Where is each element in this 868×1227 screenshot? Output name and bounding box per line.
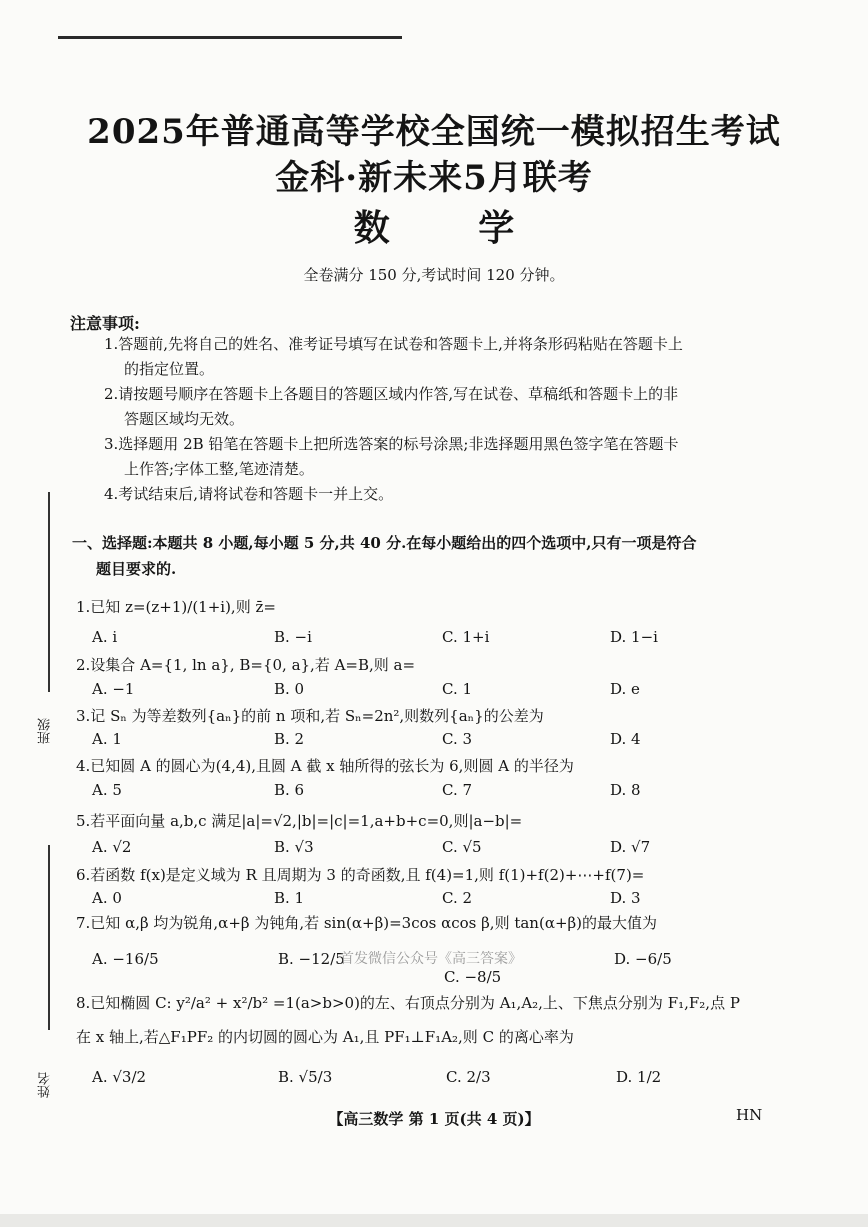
question-5: 5.若平面向量 a,b,c 满足|a|=√2,|b|=|c|=1,a+b+c=0,则|a−b|= (76, 812, 523, 830)
q7-option-c: C. −8/5 (444, 968, 502, 986)
notice-line: 3.选择题用 2B 铅笔在答题卡上把所选答案的标号涂黑;非选择题用黑色签字笔在答题卡 (104, 435, 679, 453)
page-footer: 【高三数学 第 1 页(共 4 页)】 (328, 1110, 540, 1128)
q7-option-b: B. −12/5 (278, 950, 345, 968)
question-2: 2.设集合 A={1, ln a}, B={0, a},若 A=B,则 a= (76, 656, 416, 674)
header-rule (58, 36, 402, 39)
exam-subtitle: 金科·新未来5月联考 (275, 158, 593, 198)
section-heading: 一、选择题:本题共 8 小题,每小题 5 分,共 40 分.在每小题给出的四个选项中,只有一项是符合 (72, 534, 697, 552)
q1-option-c: C. 1+i (442, 628, 490, 646)
q3-option-c: C. 3 (442, 730, 473, 748)
q4-option-a: A. 5 (92, 781, 122, 799)
q8-option-d: D. 1/2 (616, 1068, 662, 1086)
exam-info: 全卷满分 150 分,考试时间 120 分钟。 (303, 266, 565, 284)
notice-line: 1.答题前,先将自己的姓名、准考证号填写在试卷和答题卡上,并将条形码粘贴在答题卡上 (104, 335, 683, 353)
q5-option-c: C. √5 (442, 838, 482, 856)
binding-line (48, 845, 50, 1030)
subject-title: 数 学 (353, 207, 553, 249)
notice-line: 上作答;字体工整,笔迹清楚。 (124, 460, 314, 478)
q6-option-d: D. 3 (610, 889, 641, 907)
q4-option-c: C. 7 (442, 781, 473, 799)
q3-option-a: A. 1 (92, 730, 122, 748)
question-4: 4.已知圆 A 的圆心为(4,4),且圆 A 截 x 轴所得的弦长为 6,则圆 A 的半径为 (76, 757, 574, 775)
q5-option-d: D. √7 (610, 838, 651, 856)
region-code: HN (736, 1106, 763, 1124)
q1-option-d: D. 1−i (610, 628, 658, 646)
q2-option-b: B. 0 (274, 680, 305, 698)
notice-heading: 注意事项: (70, 314, 140, 333)
q2-option-d: D. e (610, 680, 640, 698)
q2-option-a: A. −1 (92, 680, 135, 698)
q6-option-c: C. 2 (442, 889, 473, 907)
q8-option-c: C. 2/3 (446, 1068, 491, 1086)
question-7: 7.已知 α,β 均为锐角,α+β 为钝角,若 sin(α+β)=3cos αcos β,则 tan(α+β)的最大值为 (76, 914, 658, 932)
q3-option-d: D. 4 (610, 730, 641, 748)
notice-line: 2.请按题号顺序在答题卡上各题目的答题区域内作答,写在试卷、草稿纸和答题卡上的非 (104, 385, 679, 403)
question-1: 1.已知 z=(z+1)/(1+i),则 z̄= (76, 598, 276, 616)
binding-line (48, 492, 50, 692)
q1-option-b: B. −i (274, 628, 312, 646)
q5-option-b: B. √3 (274, 838, 314, 856)
notice-line: 答题区域均无效。 (124, 410, 245, 428)
q4-option-d: D. 8 (610, 781, 641, 799)
watermark-text: 首发微信公众号《高三答案》 (340, 951, 522, 967)
q7-option-d: D. −6/5 (614, 950, 672, 968)
q1-option-a: A. i (92, 628, 118, 646)
question-8-cont: 在 x 轴上,若△F₁PF₂ 的内切圆的圆心为 A₁,且 PF₁⊥F₁A₂,则 C 的离心率为 (76, 1028, 574, 1046)
q4-option-b: B. 6 (274, 781, 305, 799)
question-3: 3.记 Sₙ 为等差数列{aₙ}的前 n 项和,若 Sₙ=2n²,则数列{aₙ}的公差为 (76, 707, 544, 725)
exam-title: 2025年普通高等学校全国统一模拟招生考试 (87, 112, 781, 152)
q6-option-a: A. 0 (92, 889, 122, 907)
notice-line: 的指定位置。 (124, 360, 215, 378)
question-8: 8.已知椭圆 C: y²/a² + x²/b² =1(a>b>0)的左、右顶点分别为 A₁,A₂,上、下焦点分别为 F₁,F₂,点 P (76, 994, 740, 1012)
scan-edge (0, 1214, 868, 1227)
notice-line: 4.考试结束后,请将试卷和答题卡一并上交。 (104, 485, 394, 503)
q8-option-a: A. √3/2 (92, 1068, 147, 1086)
q6-option-b: B. 1 (274, 889, 305, 907)
class-label: 班级 (38, 718, 53, 744)
q3-option-b: B. 2 (274, 730, 305, 748)
q7-option-a: A. −16/5 (92, 950, 159, 968)
name-label: 姓名 (38, 1072, 53, 1098)
q8-option-b: B. √5/3 (278, 1068, 333, 1086)
q2-option-c: C. 1 (442, 680, 473, 698)
q5-option-a: A. √2 (92, 838, 132, 856)
section-heading-cont: 题目要求的. (96, 560, 177, 578)
question-6: 6.若函数 f(x)是定义域为 R 且周期为 3 的奇函数,且 f(4)=1,则 f(1)+f(2)+⋯+f(7)= (76, 866, 645, 884)
